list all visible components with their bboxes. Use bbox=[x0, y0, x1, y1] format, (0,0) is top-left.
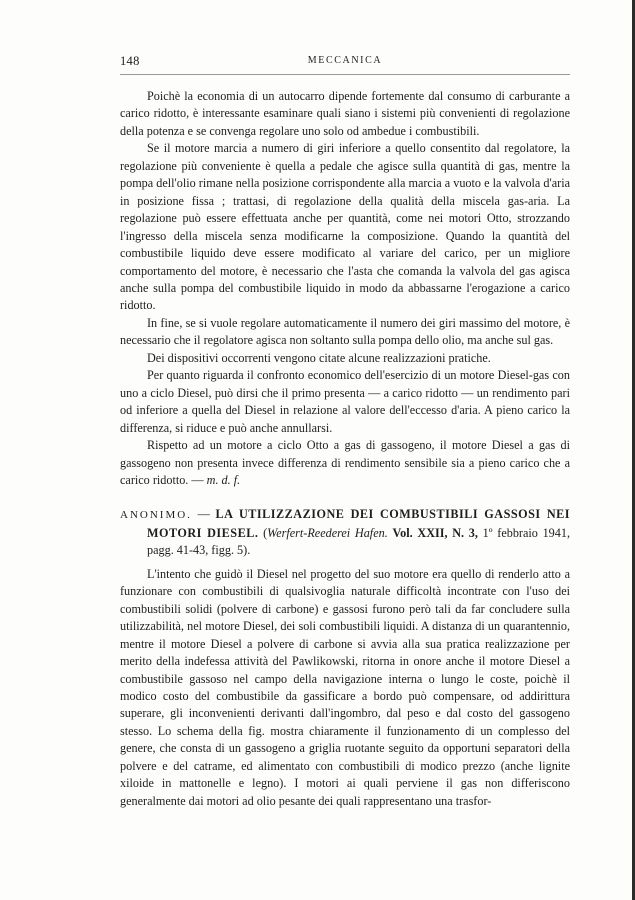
review-citation: 1º febbraio 1941, pagg. 41-43, figg. 5). bbox=[147, 525, 571, 558]
header-rule bbox=[120, 74, 570, 75]
review-heading: ANONIMO. — LA UTILIZZAZIONE DEI COMBUSTIBILI GASSOSI NEI MOTORI DIESEL. (Werfert-Reederei Hafen. Vol. XXII, N. 3, 1º febbraio 1941, pagg. 41-43, figg. 5). bbox=[120, 507, 571, 558]
review-paragraph: L'intento che guidò il Diesel nel progetto del suo motore era quello di renderlo atto a funzionare con combustibili di qualsivoglia naturale difficoltà incontrate con l'uso dei combustibili solidi (polvere di carbone) e gassosi furono però tali da far concludere sulla utilizzabilità, nel motore Diesel, dei soli combustibili liquidi. A distanza di un quarantennio, mentre il motore Diesel a polvere di carbone si avvia alla sua pratica realizzazione per merito della indefessa attività del Pawlikowski, ritorna in onore anche il motore Diesel a combustibile gassoso nel campo della navigazione interna o lungo le coste, poichè il modico costo del combustibile da gassificare a bordo può compensare, od addirittura superare, gli inconvenienti derivanti dall'ingombro, dal peso e dal costo del gassogeno stesso. Lo schema della fig. mostra chiaramente il funzionamento di un complesso del genere, che consta di un gassogeno a griglia ruotante seguito da opportuni separatori della polvere e del catrame, ed alimentato con combustibili di modico prezzo (anche lignite xiloide in mattonelle e legno). I motori ai quali perviene il gas non differiscono generalmente dai motori ad olio pesante dei quali rappresentano una trasfor- bbox=[120, 566, 570, 808]
paragraph-text: Rispetto ad un motore a ciclo Otto a gas di gassogeno, il motore Diesel a gas di gassogeno non presenta invece differenza di rendimento sensibile sia a pieno carico che a carico ridotto. — bbox=[120, 438, 570, 487]
paragraph: Poichè la economia di un autocarro dipende fortemente dal consumo di carburante a carico ridotto, è interessante esaminare quali siano i sistemi più convenienti di regolazione della potenza e se convenga regolare uno solo od ambedue i combustibili. bbox=[120, 89, 570, 138]
review-journal: Werfert-Reederei Hafen. bbox=[267, 525, 388, 540]
review-volume: Vol. XXII, N. 3, bbox=[392, 525, 478, 540]
text-body bbox=[120, 88, 570, 810]
paragraph-signed bbox=[120, 437, 570, 489]
paragraph: Se il motore marcia a numero di giri inferiore a quello consentito dal regolatore, la regolazione più conveniente è quella a pedale che agisce sulla quantità di gas, mentre la pompa dell'olio rimane nella posizione corrispondente alla marcia a vuoto e la valvola d'aria in posizione fissa ; trattasi, di regolazione della qualità della miscela gas-aria. La regolazione può essere effettuata anche per quantità, come nei motori Otto, strozzando l'ingresso della miscela senza modificarne la composizione. Quando la quantità del combustibile liquido deve essere modificato al variare del carico, per un migliore comportamento del motore, è necessario che l'asta che comanda la valvola del gas agisca anche sulla pompa del combustibile liquido in modo da abbassarne l'erogazione a carico ridotto. bbox=[120, 141, 570, 313]
paragraph: In fine, se si vuole regolare automaticamente il numero dei giri massimo del motore, è necessario che il regolatore agisca non soltanto sulla pompa dello olio, ma anche sul gas. bbox=[120, 315, 570, 348]
running-title: MECCANICA bbox=[307, 55, 383, 66]
page-header bbox=[120, 54, 570, 72]
review-title: LA UTILIZZAZIONE DEI COMBUSTIBILI GASSOSI NEI MOTORI DIESEL. bbox=[147, 507, 571, 540]
paragraph: Dei dispositivi occorrenti vengono citate alcune realizzazioni pratiche. bbox=[147, 350, 491, 365]
reviewer-initials: m. d. f. bbox=[206, 472, 241, 487]
review-separator: — bbox=[191, 507, 216, 522]
page-number: 148 bbox=[120, 54, 140, 68]
paragraph: Per quanto riguarda il confronto economico dell'esercizio di un motore Diesel-gas con uno a ciclo Diesel, può dirsi che il primo presenta — a carico ridotto — un rendimento pari od inferiore a quella del Diesel in relazione al valore dell'eccesso d'aria. A pieno carico la differenza, si riduce e può anche annullarsi. bbox=[120, 368, 570, 435]
review-author: ANONIMO. bbox=[120, 509, 192, 522]
